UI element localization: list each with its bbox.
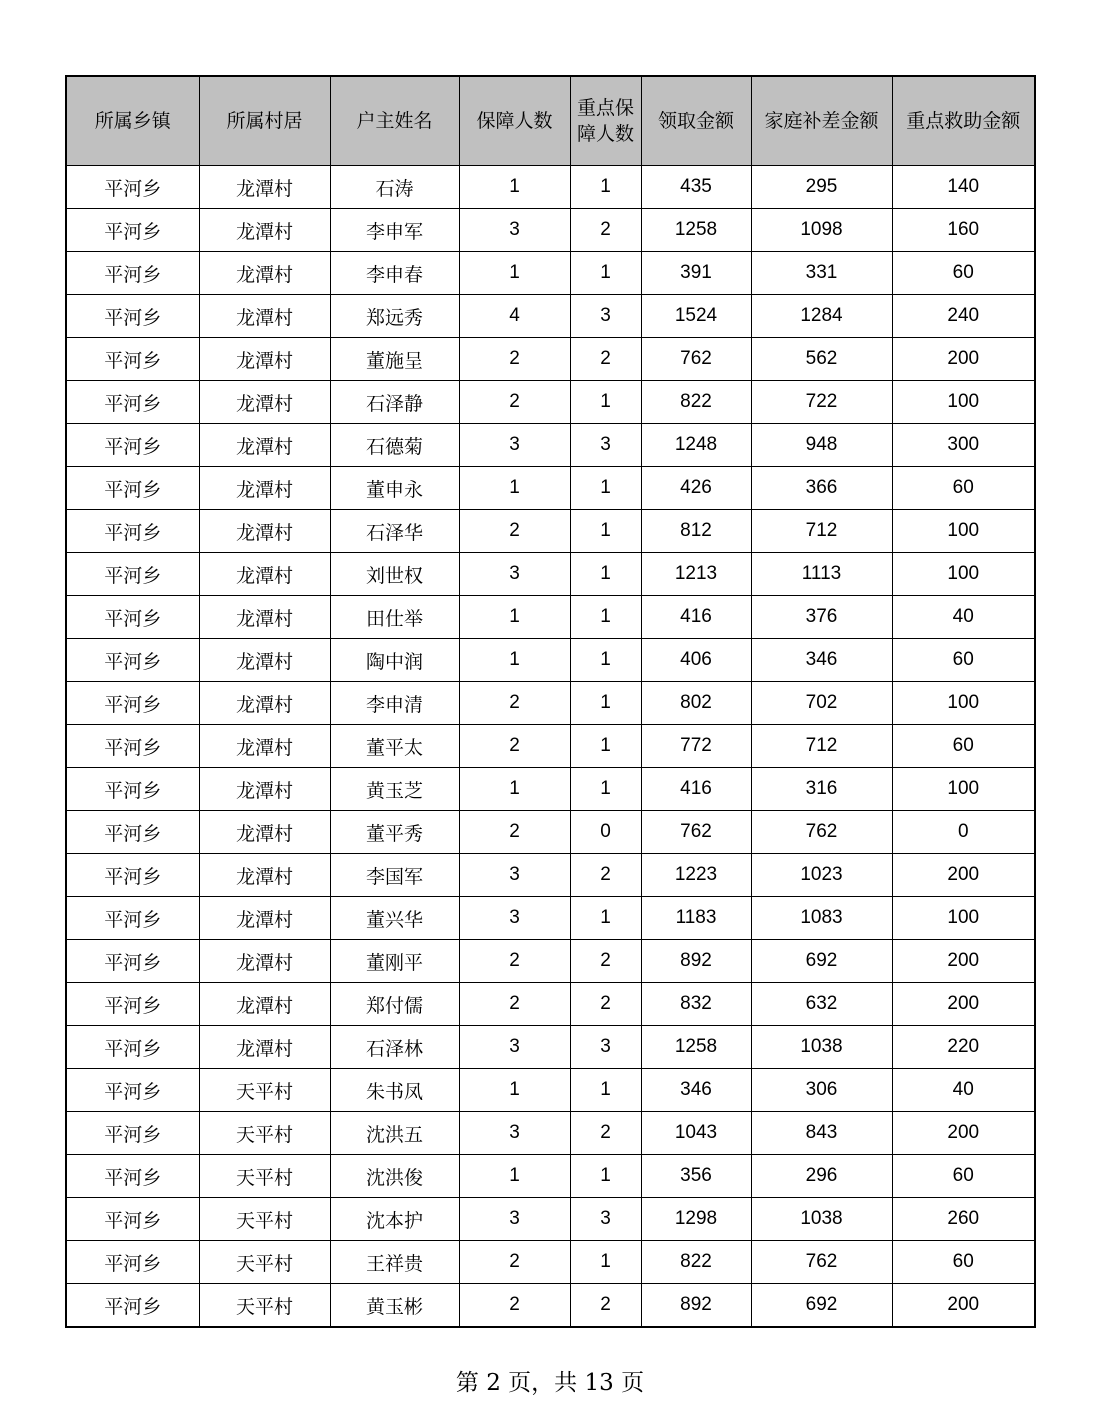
cell-township: 平河乡: [66, 381, 199, 424]
cell-key-relief-amount: 200: [892, 940, 1035, 983]
cell-householder-name: 董施呈: [330, 338, 459, 381]
cell-village: 龙潭村: [199, 467, 330, 510]
header-village: 所属村居: [199, 76, 330, 166]
table-row: [66, 1112, 1035, 1155]
cell-amount-received: 1043: [641, 1112, 751, 1155]
cell-township: 平河乡: [66, 1026, 199, 1069]
cell-key-covered-persons: 2: [570, 209, 641, 252]
cell-covered-persons: 2: [459, 682, 570, 725]
cell-covered-persons: 2: [459, 940, 570, 983]
cell-key-covered-persons: 1: [570, 510, 641, 553]
cell-key-covered-persons: 0: [570, 811, 641, 854]
cell-family-subsidy: 692: [751, 1284, 892, 1328]
cell-village: 龙潭村: [199, 940, 330, 983]
cell-key-relief-amount: 60: [892, 639, 1035, 682]
cell-householder-name: 王祥贵: [330, 1241, 459, 1284]
cell-key-relief-amount: 100: [892, 682, 1035, 725]
cell-key-relief-amount: 200: [892, 854, 1035, 897]
cell-family-subsidy: 1098: [751, 209, 892, 252]
cell-family-subsidy: 346: [751, 639, 892, 682]
cell-township: 平河乡: [66, 295, 199, 338]
cell-amount-received: 812: [641, 510, 751, 553]
cell-covered-persons: 1: [459, 252, 570, 295]
cell-householder-name: 石泽林: [330, 1026, 459, 1069]
cell-key-relief-amount: 100: [892, 510, 1035, 553]
cell-township: 平河乡: [66, 1069, 199, 1112]
cell-householder-name: 石涛: [330, 166, 459, 209]
cell-householder-name: 董兴华: [330, 897, 459, 940]
table-row: [66, 510, 1035, 553]
cell-village: 龙潭村: [199, 166, 330, 209]
cell-covered-persons: 3: [459, 854, 570, 897]
cell-village: 龙潭村: [199, 338, 330, 381]
table-row: [66, 1284, 1035, 1328]
cell-family-subsidy: 712: [751, 510, 892, 553]
cell-covered-persons: 2: [459, 983, 570, 1026]
cell-key-covered-persons: 2: [570, 983, 641, 1026]
cell-village: 龙潭村: [199, 682, 330, 725]
cell-family-subsidy: 1113: [751, 553, 892, 596]
cell-village: 龙潭村: [199, 983, 330, 1026]
cell-key-covered-persons: 2: [570, 940, 641, 983]
cell-amount-received: 772: [641, 725, 751, 768]
cell-covered-persons: 1: [459, 166, 570, 209]
cell-village: 龙潭村: [199, 295, 330, 338]
cell-covered-persons: 1: [459, 1069, 570, 1112]
cell-key-covered-persons: 1: [570, 467, 641, 510]
cell-key-covered-persons: 3: [570, 295, 641, 338]
cell-amount-received: 406: [641, 639, 751, 682]
cell-township: 平河乡: [66, 854, 199, 897]
cell-township: 平河乡: [66, 424, 199, 467]
cell-key-relief-amount: 200: [892, 338, 1035, 381]
cell-key-covered-persons: 1: [570, 768, 641, 811]
cell-township: 平河乡: [66, 510, 199, 553]
header-covered-persons: 保障人数: [459, 76, 570, 166]
cell-householder-name: 刘世权: [330, 553, 459, 596]
header-householder-name: 户主姓名: [330, 76, 459, 166]
header-key-covered-persons: 重点保 障人数: [570, 76, 641, 166]
cell-family-subsidy: 376: [751, 596, 892, 639]
cell-village: 龙潭村: [199, 768, 330, 811]
cell-amount-received: 832: [641, 983, 751, 1026]
cell-township: 平河乡: [66, 1284, 199, 1328]
cell-amount-received: 1298: [641, 1198, 751, 1241]
cell-covered-persons: 1: [459, 1155, 570, 1198]
cell-key-covered-persons: 1: [570, 166, 641, 209]
table-row: [66, 252, 1035, 295]
cell-amount-received: 426: [641, 467, 751, 510]
table-row: [66, 295, 1035, 338]
cell-key-covered-persons: 1: [570, 1069, 641, 1112]
cell-covered-persons: 2: [459, 338, 570, 381]
cell-key-covered-persons: 1: [570, 252, 641, 295]
table-row: [66, 1155, 1035, 1198]
cell-key-relief-amount: 200: [892, 1284, 1035, 1328]
cell-covered-persons: 3: [459, 553, 570, 596]
cell-householder-name: 董平秀: [330, 811, 459, 854]
table-row: [66, 811, 1035, 854]
cell-covered-persons: 3: [459, 424, 570, 467]
cell-village: 天平村: [199, 1198, 330, 1241]
cell-householder-name: 李国军: [330, 854, 459, 897]
cell-key-relief-amount: 60: [892, 725, 1035, 768]
table-row: [66, 682, 1035, 725]
cell-amount-received: 346: [641, 1069, 751, 1112]
cell-village: 龙潭村: [199, 252, 330, 295]
page-footer: 第 2 页，共 13 页: [455, 1370, 645, 1396]
cell-amount-received: 892: [641, 1284, 751, 1328]
cell-family-subsidy: 331: [751, 252, 892, 295]
cell-key-relief-amount: 100: [892, 553, 1035, 596]
cell-householder-name: 石泽静: [330, 381, 459, 424]
cell-covered-persons: 2: [459, 725, 570, 768]
cell-amount-received: 802: [641, 682, 751, 725]
cell-covered-persons: 3: [459, 209, 570, 252]
cell-amount-received: 1258: [641, 1026, 751, 1069]
cell-village: 天平村: [199, 1069, 330, 1112]
header-family-subsidy: 家庭补差金额: [751, 76, 892, 166]
cell-covered-persons: 3: [459, 897, 570, 940]
table-row: [66, 381, 1035, 424]
cell-key-covered-persons: 2: [570, 1112, 641, 1155]
cell-key-covered-persons: 3: [570, 424, 641, 467]
cell-householder-name: 朱书凤: [330, 1069, 459, 1112]
cell-township: 平河乡: [66, 983, 199, 1026]
header-row: [66, 76, 1035, 166]
cell-key-covered-persons: 2: [570, 338, 641, 381]
cell-amount-received: 1213: [641, 553, 751, 596]
cell-village: 龙潭村: [199, 424, 330, 467]
cell-amount-received: 356: [641, 1155, 751, 1198]
table-row: [66, 983, 1035, 1026]
cell-village: 天平村: [199, 1155, 330, 1198]
cell-covered-persons: 2: [459, 1241, 570, 1284]
table-row: [66, 639, 1035, 682]
cell-village: 龙潭村: [199, 811, 330, 854]
cell-householder-name: 李申军: [330, 209, 459, 252]
cell-householder-name: 石泽华: [330, 510, 459, 553]
table-row: [66, 209, 1035, 252]
table-row: [66, 725, 1035, 768]
cell-village: 天平村: [199, 1284, 330, 1328]
cell-township: 平河乡: [66, 682, 199, 725]
cell-amount-received: 762: [641, 811, 751, 854]
cell-key-covered-persons: 1: [570, 682, 641, 725]
cell-key-relief-amount: 100: [892, 897, 1035, 940]
table-row: [66, 940, 1035, 983]
cell-key-covered-persons: 1: [570, 897, 641, 940]
cell-key-relief-amount: 260: [892, 1198, 1035, 1241]
cell-township: 平河乡: [66, 1241, 199, 1284]
cell-key-relief-amount: 40: [892, 1069, 1035, 1112]
cell-covered-persons: 2: [459, 1284, 570, 1328]
cell-key-relief-amount: 160: [892, 209, 1035, 252]
cell-covered-persons: 3: [459, 1198, 570, 1241]
cell-householder-name: 李申清: [330, 682, 459, 725]
cell-householder-name: 黄玉彬: [330, 1284, 459, 1328]
cell-village: 龙潭村: [199, 510, 330, 553]
cell-township: 平河乡: [66, 811, 199, 854]
cell-householder-name: 沈洪俊: [330, 1155, 459, 1198]
cell-householder-name: 郑远秀: [330, 295, 459, 338]
cell-amount-received: 391: [641, 252, 751, 295]
cell-householder-name: 董刚平: [330, 940, 459, 983]
cell-township: 平河乡: [66, 166, 199, 209]
cell-family-subsidy: 1023: [751, 854, 892, 897]
cell-covered-persons: 3: [459, 1112, 570, 1155]
table-row: [66, 854, 1035, 897]
header-amount-received: 领取金额: [641, 76, 751, 166]
cell-covered-persons: 2: [459, 381, 570, 424]
table-row: [66, 467, 1035, 510]
cell-family-subsidy: 366: [751, 467, 892, 510]
cell-householder-name: 沈洪五: [330, 1112, 459, 1155]
cell-amount-received: 1248: [641, 424, 751, 467]
cell-covered-persons: 4: [459, 295, 570, 338]
cell-covered-persons: 2: [459, 510, 570, 553]
cell-township: 平河乡: [66, 1198, 199, 1241]
cell-family-subsidy: 1284: [751, 295, 892, 338]
cell-amount-received: 1223: [641, 854, 751, 897]
cell-key-covered-persons: 3: [570, 1198, 641, 1241]
table-row: [66, 553, 1035, 596]
cell-family-subsidy: 1038: [751, 1198, 892, 1241]
cell-key-relief-amount: 60: [892, 1241, 1035, 1284]
relief-recipients-table: [65, 75, 1036, 1328]
cell-key-covered-persons: 1: [570, 1155, 641, 1198]
cell-amount-received: 1524: [641, 295, 751, 338]
cell-family-subsidy: 692: [751, 940, 892, 983]
cell-family-subsidy: 762: [751, 811, 892, 854]
cell-key-relief-amount: 220: [892, 1026, 1035, 1069]
cell-key-covered-persons: 3: [570, 1026, 641, 1069]
cell-village: 龙潭村: [199, 897, 330, 940]
cell-family-subsidy: 296: [751, 1155, 892, 1198]
cell-township: 平河乡: [66, 1155, 199, 1198]
cell-amount-received: 892: [641, 940, 751, 983]
cell-key-covered-persons: 2: [570, 854, 641, 897]
table-row: [66, 338, 1035, 381]
cell-township: 平河乡: [66, 338, 199, 381]
cell-family-subsidy: 1083: [751, 897, 892, 940]
cell-key-relief-amount: 60: [892, 467, 1035, 510]
header-key-relief-amount: 重点救助金额: [892, 76, 1035, 166]
cell-family-subsidy: 1038: [751, 1026, 892, 1069]
cell-amount-received: 435: [641, 166, 751, 209]
header-township: 所属乡镇: [66, 76, 199, 166]
cell-key-covered-persons: 1: [570, 381, 641, 424]
cell-amount-received: 822: [641, 381, 751, 424]
cell-householder-name: 黄玉芝: [330, 768, 459, 811]
cell-key-relief-amount: 100: [892, 381, 1035, 424]
cell-township: 平河乡: [66, 639, 199, 682]
table-row: [66, 1241, 1035, 1284]
cell-village: 龙潭村: [199, 1026, 330, 1069]
cell-key-relief-amount: 200: [892, 1112, 1035, 1155]
cell-township: 平河乡: [66, 553, 199, 596]
cell-householder-name: 沈本护: [330, 1198, 459, 1241]
cell-householder-name: 陶中润: [330, 639, 459, 682]
table-row: [66, 1069, 1035, 1112]
cell-village: 龙潭村: [199, 639, 330, 682]
table-row: [66, 1026, 1035, 1069]
cell-township: 平河乡: [66, 467, 199, 510]
cell-amount-received: 1183: [641, 897, 751, 940]
cell-family-subsidy: 562: [751, 338, 892, 381]
cell-key-relief-amount: 60: [892, 252, 1035, 295]
cell-township: 平河乡: [66, 596, 199, 639]
cell-township: 平河乡: [66, 897, 199, 940]
cell-key-covered-persons: 2: [570, 1284, 641, 1328]
cell-family-subsidy: 316: [751, 768, 892, 811]
cell-key-covered-persons: 1: [570, 639, 641, 682]
cell-family-subsidy: 722: [751, 381, 892, 424]
cell-covered-persons: 1: [459, 639, 570, 682]
cell-family-subsidy: 843: [751, 1112, 892, 1155]
cell-key-relief-amount: 60: [892, 1155, 1035, 1198]
cell-covered-persons: 1: [459, 596, 570, 639]
cell-village: 龙潭村: [199, 381, 330, 424]
table-row: [66, 768, 1035, 811]
cell-family-subsidy: 712: [751, 725, 892, 768]
cell-key-relief-amount: 40: [892, 596, 1035, 639]
cell-family-subsidy: 948: [751, 424, 892, 467]
cell-family-subsidy: 762: [751, 1241, 892, 1284]
cell-key-relief-amount: 200: [892, 983, 1035, 1026]
cell-amount-received: 416: [641, 596, 751, 639]
cell-family-subsidy: 306: [751, 1069, 892, 1112]
cell-key-covered-persons: 1: [570, 553, 641, 596]
cell-township: 平河乡: [66, 725, 199, 768]
cell-covered-persons: 1: [459, 768, 570, 811]
cell-family-subsidy: 295: [751, 166, 892, 209]
cell-township: 平河乡: [66, 940, 199, 983]
table-row: [66, 596, 1035, 639]
table-row: [66, 424, 1035, 467]
cell-covered-persons: 1: [459, 467, 570, 510]
cell-key-relief-amount: 100: [892, 768, 1035, 811]
cell-key-relief-amount: 0: [892, 811, 1035, 854]
cell-village: 龙潭村: [199, 596, 330, 639]
cell-householder-name: 田仕举: [330, 596, 459, 639]
cell-householder-name: 董申永: [330, 467, 459, 510]
cell-key-covered-persons: 1: [570, 725, 641, 768]
cell-key-covered-persons: 1: [570, 596, 641, 639]
cell-amount-received: 822: [641, 1241, 751, 1284]
cell-village: 龙潭村: [199, 553, 330, 596]
cell-village: 龙潭村: [199, 209, 330, 252]
cell-village: 龙潭村: [199, 725, 330, 768]
cell-township: 平河乡: [66, 768, 199, 811]
cell-village: 龙潭村: [199, 854, 330, 897]
cell-township: 平河乡: [66, 252, 199, 295]
cell-householder-name: 董平太: [330, 725, 459, 768]
cell-amount-received: 416: [641, 768, 751, 811]
cell-householder-name: 郑付儒: [330, 983, 459, 1026]
table-row: [66, 166, 1035, 209]
cell-amount-received: 762: [641, 338, 751, 381]
table-body: [66, 166, 1035, 1328]
table-row: [66, 897, 1035, 940]
cell-village: 天平村: [199, 1112, 330, 1155]
cell-family-subsidy: 702: [751, 682, 892, 725]
cell-covered-persons: 2: [459, 811, 570, 854]
cell-householder-name: 李申春: [330, 252, 459, 295]
cell-key-relief-amount: 240: [892, 295, 1035, 338]
cell-township: 平河乡: [66, 209, 199, 252]
cell-village: 天平村: [199, 1241, 330, 1284]
table-row: [66, 1198, 1035, 1241]
cell-householder-name: 石德菊: [330, 424, 459, 467]
cell-family-subsidy: 632: [751, 983, 892, 1026]
cell-amount-received: 1258: [641, 209, 751, 252]
cell-key-relief-amount: 140: [892, 166, 1035, 209]
cell-key-relief-amount: 300: [892, 424, 1035, 467]
cell-key-covered-persons: 1: [570, 1241, 641, 1284]
cell-covered-persons: 3: [459, 1026, 570, 1069]
cell-township: 平河乡: [66, 1112, 199, 1155]
